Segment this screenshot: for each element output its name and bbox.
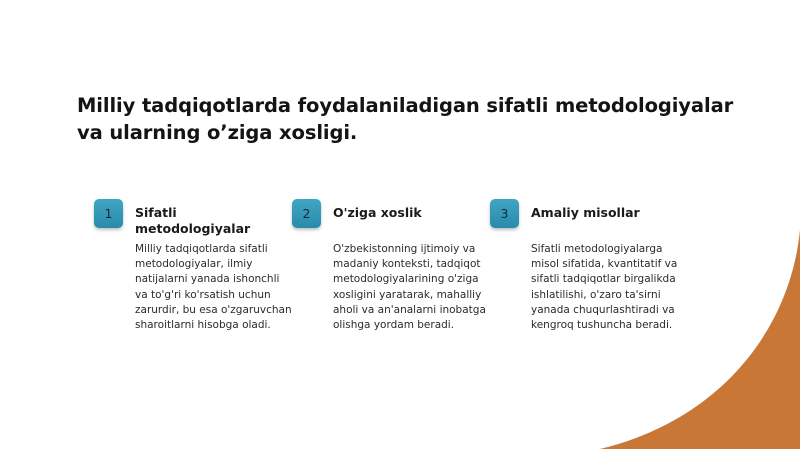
card-description: Sifatli metodologiyalarga misol sifatida, kvantitatif va sifatli tadqiqotlar birgalikda ishlatilishi, o'zaro ta'sirni yanada chuqurlashtiradi va kengroq tushuncha beradi.	[531, 243, 678, 332]
card-title: Sifatli metodologiyalar	[135, 205, 251, 236]
slide-title: Milliy tadqiqotlarda foydalaniladigan sifatli metodologiyalar va ularning o’ziga xosligi.	[77, 94, 734, 144]
card-description: O'zbekistonning ijtimoiy va madaniy konteksti, tadqiqot metodologiyalarining o'ziga xosligini yaratarak, mahalliy aholi va an'analarni inobatga olishga yordam beradi.	[333, 243, 486, 332]
card-number-badge: 2	[292, 199, 321, 228]
card-number-badge: 3	[490, 199, 519, 228]
card-description: Milliy tadqiqotlarda sifatli metodologiyalar, ilmiy natijalarni yanada ishonchli va to'g'ri ko'rsatish uchun zarurdir, bu esa o'zgaruvchan sharoitlarni hisobga oladi.	[135, 243, 292, 332]
card-title: Amaliy misollar	[531, 205, 640, 220]
card-title: O'ziga xoslik	[333, 205, 422, 220]
card-number-badge: 1	[94, 199, 123, 228]
